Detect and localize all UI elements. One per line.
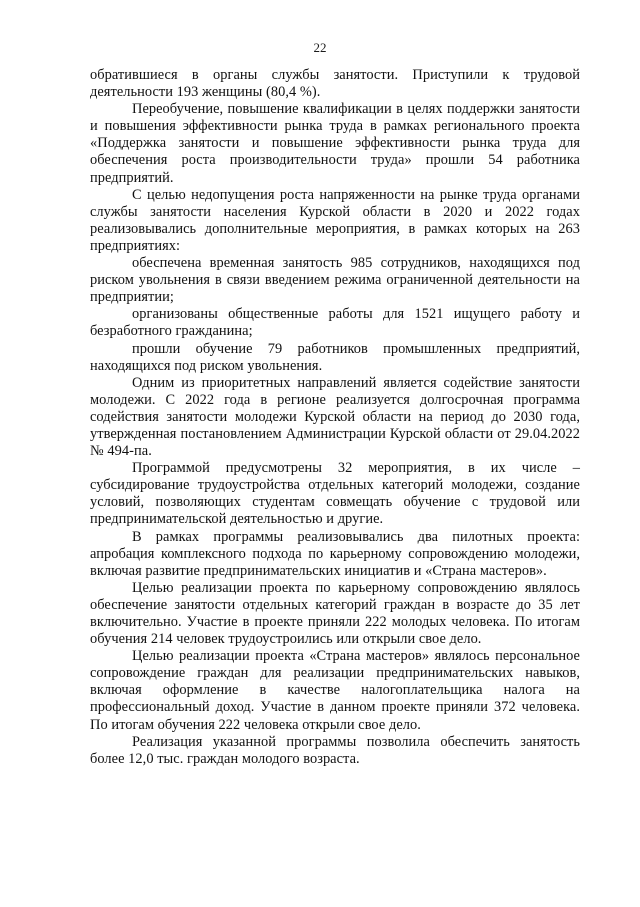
page-number: 22 (313, 40, 327, 55)
paragraph-public-works: организованы общественные работы для 1521 ищущего работу и безработного гражданина; (90, 306, 580, 340)
paragraph-training: прошли обучение 79 работников промышленных предприятий, находящихся под риском увольнения. (90, 340, 580, 374)
paragraph-labor-market-measures: С целью недопущения роста напряженности на рынке труда органами службы занятости населения Курской области в 2020 и 2022 годах реализовывались дополнительные мероприятия, в рамках которых на 263 предприятиях: (90, 186, 580, 254)
paragraph-program-result: Реализация указанной программы позволила обеспечить занятость более 12,0 тыс. граждан молодого возраста. (90, 733, 580, 767)
paragraph-retraining: Переобучение, повышение квалификации в целях поддержки занятости и повышения эффективности рынка труда в рамках регионального проекта «Поддержка занятости и повышение эффективности рынка труда для обеспечения роста производительности труда» прошли 54 работника предприятий. (90, 101, 580, 186)
paragraph-career-support: Целью реализации проекта по карьерному сопровождению являлось обеспечение занятости отдельных категорий граждан в возрасте до 35 лет включительно. Участие в проекте приняли 222 молодых человека. По итогам обучения 214 человек трудоустроились или открыли свое дело. (90, 579, 580, 648)
paragraph-pilot-projects: В рамках программы реализовывались два пилотных проекта: апробация комплексного подхода по карьерному сопровождению молодежи, включая развитие предпринимательских инициатив и «Страна мастеров». (90, 528, 580, 579)
paragraph-strana-masterov: Целью реализации проекта «Страна мастеров» являлось персональное сопровождение граждан для реализации предпринимательских навыков, включая оформление в качестве налогоплательщика налога на профессиональный доход. Участие в данном проекте приняли 372 человека. По итогам обучения 222 человека открыли свое дело. (90, 648, 580, 733)
paragraph-continuation: обратившиеся в органы службы занятости. Приступили к трудовой деятельности 193 женщины (80,4 %). (90, 67, 580, 101)
paragraph-temporary-employment: обеспечена временная занятость 985 сотрудников, находящихся под риском увольнения в связи введением режима ограниченной деятельности на предприятии; (90, 255, 580, 306)
document-body (90, 67, 580, 768)
paragraph-program-activities: Программой предусмотрены 32 мероприятия, в их числе – субсидирование трудоустройства отдельных категорий молодежи, создание условий, позволяющих студентам совмещать обучение с трудовой или предпринимательской деятельностью и другие. (90, 460, 580, 528)
paragraph-youth-employment: Одним из приоритетных направлений является содействие занятости молодежи. С 2022 года в регионе реализуется долгосрочная программа содействия занятости молодежи Курской области на период до 2030 года, утвержденная постановлением Администрации Курской области от 29.04.2022 № 494-па. (90, 374, 580, 460)
